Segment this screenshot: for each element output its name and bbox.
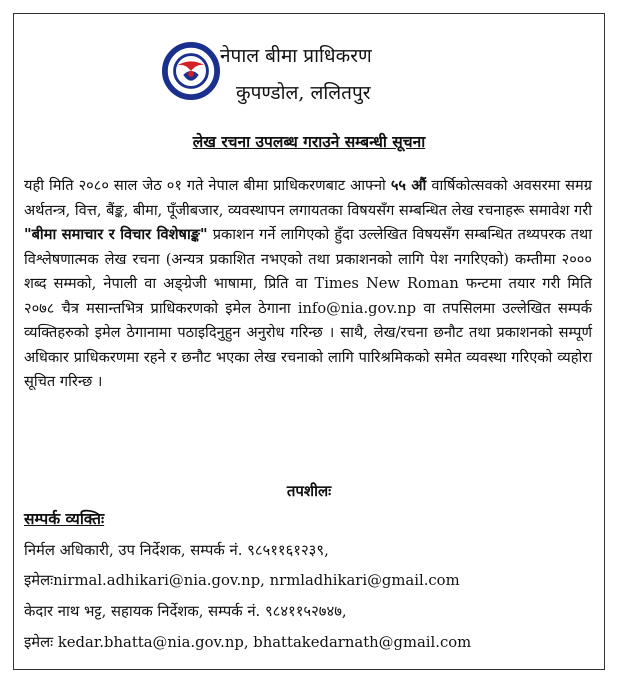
contacts-heading: सम्पर्क व्यक्तिः xyxy=(24,509,105,528)
contact-email-line-1: इमेलःnirmal.adhikari@nia.gov.np, nrmladhikari@gmail.com xyxy=(24,572,460,589)
details-heading: तपशीलः xyxy=(286,482,332,500)
body-text-part-3: प्रकाशन गर्ने लागिएको हुँदा उल्लेखित विषयसँग सम्बन्धित तथ्यपरक तथा विश्लेषणात्मक लेख रचना (अन्यत्र प्रकाशित नभएको तथा प्रकाशनको लागि पेश नगरिएको) कम्तीमा २००० शब्द सम्मको, नेपाली वा अङ्ग्रेजी भाषामा, प्रिति वा Times New Roman फन्टमा तयार गरी मिति २०७८ चैत्र मसान्तभित्र प्राधिकरणको इमेल ठेगाना info@nia.gov.np वा तपसिलमा उल्लेखित सम्पर्क व्यक्तिहरुको इमेल ठेगानामा पठाइदिनुहुन अनुरोध गरिन्छ । साथै, लेख/रचना छनौट तथा प्रकाशनको सम्पूर्ण अधिकार प्राधिकरणमा रहने र छनौट भएका लेख रचनाको लागि पारिश्रमिकको समेत व्यवस्था गरिएको व्यहोरा सूचित गरिन्छ । xyxy=(24,226,593,390)
body-text-part-1: यही मिति २०८० साल जेठ ०१ गते नेपाल बीमा प्राधिकरणबाट आफ्नो xyxy=(24,177,391,194)
nia-logo-icon xyxy=(162,42,220,100)
notice-title: लेख रचना उपलब्ध गराउने सम्बन्धी सूचना xyxy=(192,132,426,151)
contact-email-line-2: इमेलः kedar.bhatta@nia.gov.np, bhattakedarnath@gmail.com xyxy=(24,634,472,651)
notice-body xyxy=(24,174,592,395)
contact-line-2: केदार नाथ भट्ट, सहायक निर्देशक, सम्पर्क नं. ९८४११५२७४७, xyxy=(24,603,347,620)
publication-name: "बीमा समाचार र विचार विशेषाङ्क" xyxy=(24,226,208,243)
organization-address: कुपण्डोल, ललितपुर xyxy=(236,82,371,104)
organization-name: नेपाल बीमा प्राधिकरण xyxy=(220,45,372,67)
body-text-part-2: वार्षिकोत्सवको अवसरमा समग्र अर्थतन्त्र, वित्त, बैंङ्क, बीमा, पूँजीबजार, व्यवस्थापन लगायतका विषयसँग सम्बन्धित लेख रचनाहरू समावेश गरी xyxy=(24,177,592,219)
anniversary-number: ५५ औं xyxy=(390,177,427,194)
contact-line-1: निर्मल अधिकारी, उप निर्देशक, सम्पर्क नं. ९८५११६१२३९, xyxy=(24,542,329,559)
